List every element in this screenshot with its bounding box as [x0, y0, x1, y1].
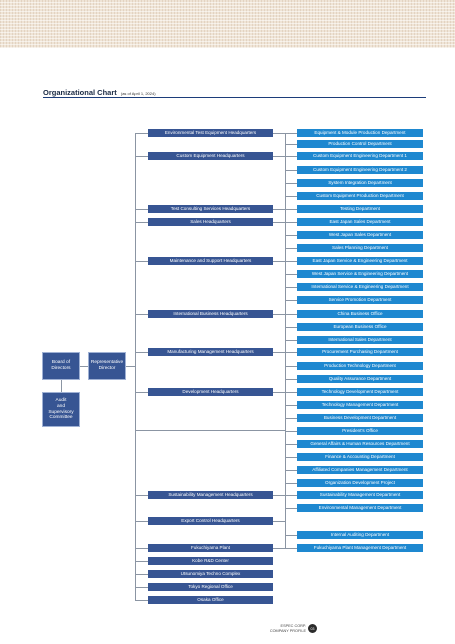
hq-box-development-headquarters: Development Headquarters [148, 388, 273, 396]
connector-hq-to-department-trunk [273, 314, 285, 315]
connector-trunk-to-hq [135, 548, 148, 549]
hq-box-kobe-randd-center: Kobe R&D Center [148, 557, 273, 565]
dept-box-environmental-management-department: Environmental Management Department [297, 504, 423, 512]
connector-trunk-to-department [285, 144, 297, 145]
dept-box-equipment-and-module-production-department: Equipment & Module Production Department [297, 129, 423, 137]
connector-trunk-to-department [285, 535, 297, 536]
representative-label-line1: Representative [90, 360, 124, 366]
hq-box-maintenance-and-support-headquarters: Maintenance and Support Headquarters [148, 257, 273, 265]
title-underline [43, 97, 426, 98]
hq-box-sustainability-management-headquarters: Sustainability Management Headquarters [148, 491, 273, 499]
board-label-line1: Board of [51, 360, 71, 366]
dept-box-production-technology-department: Production Technology Department [297, 362, 423, 370]
connector-trunk-to-hq [135, 222, 148, 223]
connector-trunk-to-department [285, 483, 297, 484]
hq-box-utsunomiya-techno-complex: Utsunomiya Techno Complex [148, 570, 273, 578]
dept-box-production-control-department: Production Control Department [297, 140, 423, 148]
hq-box-export-control-headquarters: Export Control Headquarters [148, 517, 273, 525]
connector-trunk-to-department [285, 508, 297, 509]
connector-hq-to-department-trunk [273, 548, 285, 549]
dept-box-sales-planning-department: Sales Planning Department [297, 244, 423, 252]
connector-trunk-to-hq [135, 600, 148, 601]
connector-trunk-to-department [285, 431, 297, 432]
dept-box-testing-department: Testing Department [297, 205, 423, 213]
connector-trunk-to-hq [135, 209, 148, 210]
footer-company-profile: COMPANY PROFILE [269, 628, 306, 633]
hq-box-fukuchiyama-plant: Fukuchiyama Plant [148, 544, 273, 552]
dept-box-business-development-department: Business Development Department [297, 414, 423, 422]
connector-trunk-to-department [285, 470, 297, 471]
dept-box-service-promotion-department: Service Promotion Department [297, 296, 423, 304]
dept-box-general-affairs-and-human-resources-department: General Affairs & Human Resources Department [297, 440, 423, 448]
hq-box-sales-headquarters: Sales Headquarters [148, 218, 273, 226]
hq-box-manufacturing-management-headquarters: Manufacturing Management Headquarters [148, 348, 273, 356]
connector-hq-to-department-trunk [273, 495, 285, 496]
connector-board-to-audit [61, 380, 62, 392]
connector-trunk-to-department [285, 183, 297, 184]
footer-label [258, 624, 306, 633]
connector-trunk-to-hq [135, 156, 148, 157]
hq-box-custom-equipment-headquarters: Custom Equipment Headquarters [148, 152, 273, 160]
connector-trunk-to-department [285, 287, 297, 288]
dept-box-fukuchiyama-plant-management-department: Fukuchiyama Plant Management Department [297, 544, 423, 552]
connector-trunk-to-department [285, 300, 297, 301]
connector-hq-to-department-trunk [273, 209, 285, 210]
connector-trunk-to-department [285, 366, 297, 367]
dept-box-technology-development-department: Technology Development Department [297, 388, 423, 396]
dept-box-european-business-office: European Business Office [297, 323, 423, 331]
dept-box-procurement-purchasing-department: Procurement Purchasing Department [297, 348, 423, 356]
dept-box-custom-equipment-production-department: Custom Equipment Production Department [297, 192, 423, 200]
hq-box-tokyo-regional-office: Tokyo Regional Office [148, 583, 273, 591]
connector-trunk-to-hq [135, 521, 148, 522]
connector-trunk-to-hq [135, 261, 148, 262]
header-pattern-band [0, 0, 455, 48]
hq-box-international-business-headquarters: International Business Headquarters [148, 310, 273, 318]
connector-hq-to-department-trunk [273, 156, 285, 157]
connector-trunk-to-hq [135, 495, 148, 496]
hq-box-environmental-test-equipment-headquarters: Environmental Test Equipment Headquarters [148, 129, 273, 137]
connector-trunk-to-department [285, 133, 297, 134]
connector-trunk-to-hq [135, 561, 148, 562]
page-number-badge: 03 [308, 624, 317, 633]
dept-box-technology-management-department: Technology Management Department [297, 401, 423, 409]
dept-box-china-business-office: China Business Office [297, 310, 423, 318]
connector-trunk-to-department [285, 548, 297, 549]
audit-label-line1: Audit [55, 398, 67, 404]
connector-trunk-to-department [285, 248, 297, 249]
dept-box-international-service-and-engineering-department: International Service & Engineering Department [297, 283, 423, 291]
connector-trunk-to-hq [135, 587, 148, 588]
connector-hq-to-department-trunk [273, 392, 285, 393]
connector-trunk-to-hq [135, 574, 148, 575]
connector-hq-to-department-trunk [273, 133, 285, 134]
dept-box-system-integration-department: System Integration Department [297, 179, 423, 187]
connector-trunk-to-department [285, 379, 297, 380]
connector-trunk-to-department [285, 235, 297, 236]
connector-trunk-to-department [285, 327, 297, 328]
dept-box-president-s-office: President's Office [297, 427, 423, 435]
connector-hq-to-department-trunk [273, 521, 285, 522]
connector-board-to-rep [80, 366, 88, 367]
chart-date-note: (as of April 1, 2024) [120, 91, 156, 96]
dept-box-custom-equipment-engineering-department-1: Custom Equipment Engineering Department 1 [297, 152, 423, 160]
dept-box-sustainability-management-department: Sustainability Management Department [297, 491, 423, 499]
dept-box-finance-and-accounting-department: Finance & Accounting Department [297, 453, 423, 461]
hq-box-test-consulting-services-headquarters: Test Consulting Services Headquarters [148, 205, 273, 213]
connector-trunk-to-department [285, 405, 297, 406]
board-label-line2: Directors [51, 366, 71, 371]
dept-box-quality-assurance-department: Quality Assurance Department [297, 375, 423, 383]
dept-box-organization-development-project: Organization Development Project [297, 479, 423, 487]
footer-company: ESPEC CORP. [280, 624, 306, 628]
dept-box-international-sales-department: International Sales Department [297, 336, 423, 344]
connector-trunk-to-hq [135, 133, 148, 134]
dept-box-affiliated-companies-management-department: Affiliated Companies Management Department [297, 466, 423, 474]
audit-label-line3: Supervisory [48, 409, 74, 415]
connector-hq-to-department-trunk [273, 352, 285, 353]
connector-trunk-to-department [285, 222, 297, 223]
connector-trunk-join [135, 430, 285, 431]
connector-trunk-to-department [285, 418, 297, 419]
dept-box-west-japan-service-and-engineering-department: West Japan Service & Engineering Department [297, 270, 423, 278]
connector-trunk-to-hq [135, 352, 148, 353]
connector-trunk-to-department [285, 457, 297, 458]
dept-box-east-japan-sales-department: East Japan Sales Department [297, 218, 423, 226]
connector-trunk-to-department [285, 170, 297, 171]
audit-label-line2: and [56, 403, 65, 409]
dept-box-east-japan-service-and-engineering-department: East Japan Service & Engineering Department [297, 257, 423, 265]
connector-trunk-to-department [285, 209, 297, 210]
audit-label-line4: Committee [49, 415, 73, 421]
connector-trunk-to-hq [135, 392, 148, 393]
dept-box-internal-auditing-department: Internal Auditing Department [297, 531, 423, 539]
audit-committee-box [42, 392, 80, 427]
dept-box-custom-equipment-engineering-department-2: Custom Equipment Engineering Department 2 [297, 166, 423, 174]
representative-director-box [88, 352, 126, 380]
connector-trunk-to-department [285, 392, 297, 393]
connector-trunk-to-department [285, 314, 297, 315]
connector-trunk-to-department [285, 352, 297, 353]
connector-main-trunk [135, 133, 136, 600]
connector-trunk-to-department [285, 340, 297, 341]
connector-trunk-to-department [285, 156, 297, 157]
connector-hq-to-department-trunk [273, 222, 285, 223]
representative-label-line2: Director [98, 366, 116, 371]
connector-trunk-to-department [285, 261, 297, 262]
connector-trunk-to-department [285, 196, 297, 197]
chart-title-text: Organizational Chart [43, 88, 117, 97]
connector-trunk-to-department [285, 274, 297, 275]
board-of-directors-box [42, 352, 80, 380]
hq-box-osaka-office: Osaka Office [148, 596, 273, 604]
chart-title [43, 88, 156, 97]
connector-trunk-to-department [285, 495, 297, 496]
dept-box-west-japan-sales-department: West Japan Sales Department [297, 231, 423, 239]
connector-trunk-to-department [285, 444, 297, 445]
connector-hq-to-department-trunk [273, 261, 285, 262]
connector-trunk-to-hq [135, 314, 148, 315]
